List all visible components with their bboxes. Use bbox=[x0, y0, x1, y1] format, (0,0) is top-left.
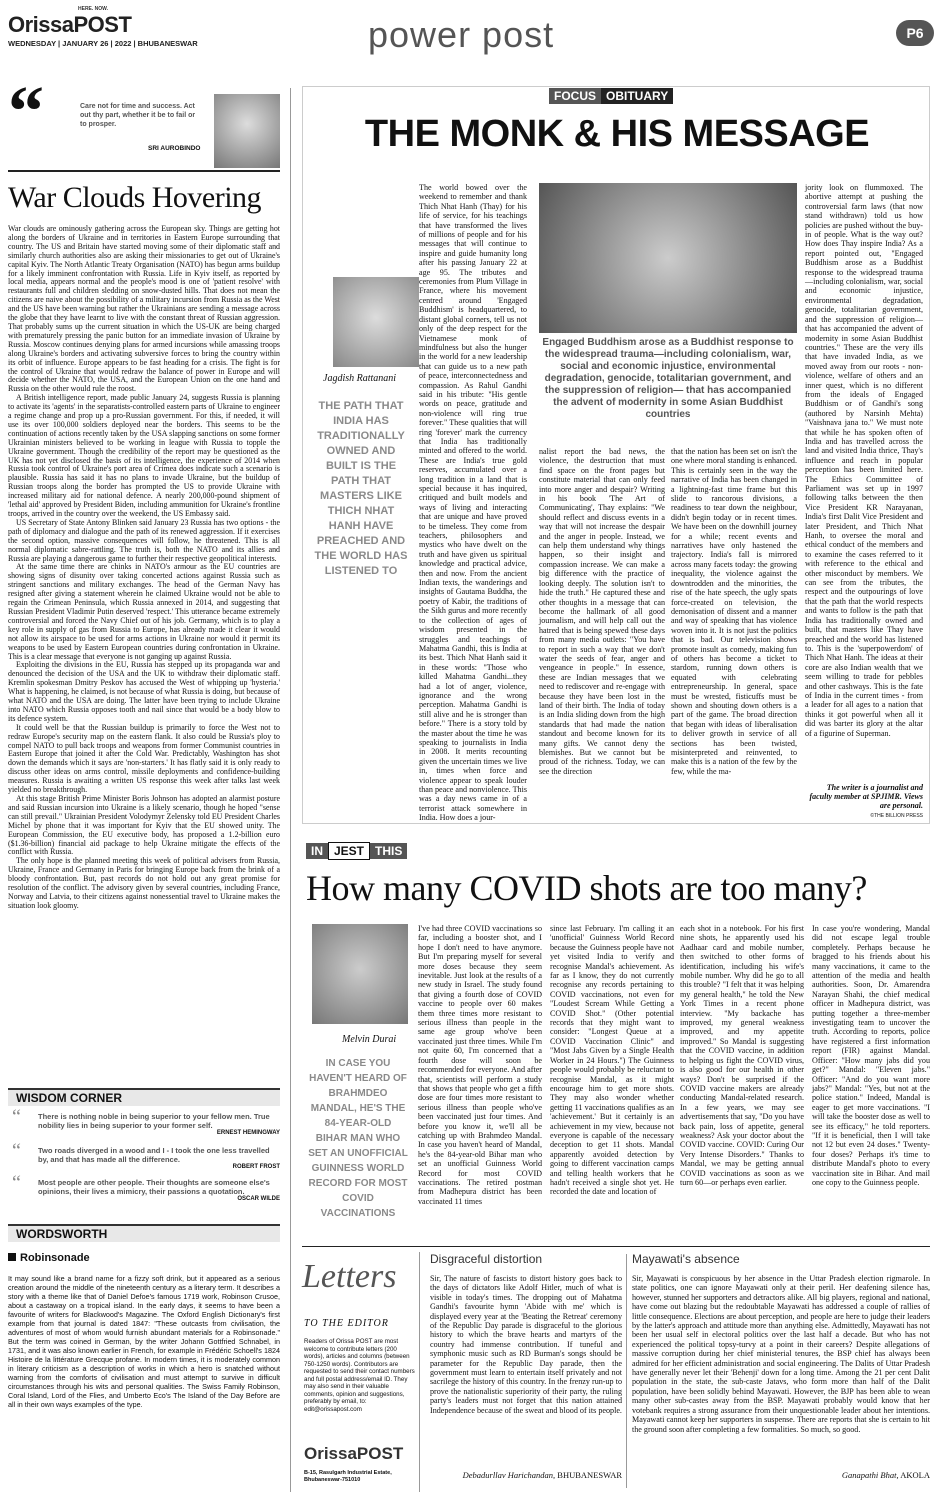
tag-row bbox=[549, 87, 673, 105]
thought-text: Care not for time and success. Act out thy part, whether it be to fail or to prosper. bbox=[80, 103, 196, 128]
tag-row bbox=[306, 842, 407, 860]
author-photo bbox=[333, 277, 419, 367]
author-photo bbox=[312, 924, 408, 1024]
covid-column-4: In case you're wondering, Mandal did not escape legal trouble completely. Perhaps because he bragged to his friends about his many vaccinations, it came to the attention of the media and health authorities. Soon, Dr. Amarendra Narayan Shahi, the chief medical officer in Madhepura district, was putting together a three-member investigating team to uncover the truth. According to reports, police have registered a first information report (FIR) against Mandal. Officer: "How many jabs did you get?" Mandal: "Eleven jabs." Officer: "And do you want more jabs?" Mandal: "Yes, but not at the police station." Indeed, Mandal is eager to get more vaccinations. "I will take the booster dose as well to see its efficacy," he told reporters. "If it is beneficial, then I will take not 12 but even 24 doses." Twenty-four doses? Perhaps it's time to distribute Mandal's photo to every vaccination site in Bihar. And mail one copy to the Guinness people. bbox=[812, 924, 930, 1187]
focus-tag: FOCUS bbox=[549, 88, 601, 104]
letters-title: Letters bbox=[302, 1258, 397, 1295]
dateline: WEDNESDAY | JANUARY 26 | 2022 | BHUBANESWAR bbox=[8, 39, 198, 48]
letter-signoff bbox=[430, 1470, 622, 1480]
covid-column-1: I've had three COVID vaccinations so far, including a booster shot, and I hope I don't need to have anymore. But I'm preparing myself for several more doses because they seem inevitable. Just look at the results of a new study in Israel. The study found that giving a fourth dose of COVID vaccine to people over 60 makes them three times more resistant to serious illness than people in the same age group who've been vaccinated just three times. While I'm not quite 60, I'm concerned that a fourth dose will soon be recommended for everyone. And after that, scientists will perform a study that shows that people who get a fifth dose are four times more resistant to serious illness than people who've been vaccinated just four times. And before you know it, we'll all be catching up with Brahmdeo Mandal. In case you haven't heard of Mandal, he's the 84-year-old Bihar man who set an unofficial Guinness World Record for most COVID vaccinations. The retired postman from Madhepura district has been vaccinated 11 times bbox=[418, 924, 542, 1206]
letter-heading: Mayawati's absence bbox=[632, 1252, 740, 1266]
quote-mark-icon: “ bbox=[12, 1140, 21, 1162]
monk-headline: THE MONK & HIS MESSAGE bbox=[364, 113, 870, 155]
wisdom-quote bbox=[8, 1140, 280, 1170]
author-name: Melvin Durai bbox=[342, 1034, 397, 1045]
editorial-paragraph: At the same time there are chinks in NATO's armour as the EU countries are showing signs of disunity over taking concerted actions against Russia such as stringent sanctions and military exchanges. The head of the German Navy has resigned after giving a statement wherein he claimed Ukraine would not be able to regain the Crimean Peninsula, which Russia annexed in 2014, and suggesting that Russian President Vladimir Putin deserved 'respect.' This utterance became extremely controversial and forced the Navy Chief out of his job. Germany, which is to play a key role in supply of gas from Russia to Europe, has already made it clear it would not allow its airspace to be used for arms actions in Ukraine nor would it permit its weapons to be used by Eastern European countries during confrontation in Ukraine. This is a clear message that everyone is not ganging up against Russia. bbox=[8, 562, 280, 661]
monk-column-3: that the nation has been set on isn't the one where moral standing is enhanced. This is certainly seen in the way the narrative of India has been changed in a lightning-fast time frame but this slide to rancorous divisions, a readiness to tear down the neighbour, didn't begin today or in recent times. We have been on the downhill journey for a while; recent events and narratives have only hastened the trajectory. India's fall is mirrored across many facets today: the growing inequality, the violence against the downtrodden and the minorities, the rise of the hate speech, the ugly spats force-created on television, the demonisation of dissent and a manner and way of speaking that has violence woven into it. It is not just the politics that is bad. Our television shows promote insult as comedy, making fun of others has become a ticket to stardom, running down others is equated with celebrating entrepreneurship. In general, space must be wrested, fisticuffs must be shown and shouting down others is a part of the game. The broad direction that began with ideas of liberalisation to deliver growth in service of all sections has been twisted, misinterpreted and reinvented, to make this is a nation of the few by the few, while the ma- bbox=[671, 447, 797, 776]
author-name: Jagdish Rattanani bbox=[323, 373, 397, 384]
divider bbox=[302, 1246, 930, 1247]
quote-mark-icon: “ bbox=[12, 1106, 21, 1128]
logo-tagline: HERE. NOW. bbox=[78, 6, 109, 12]
thought-box bbox=[8, 71, 280, 168]
letter-signoff-place: BHUBANESWAR bbox=[557, 1470, 622, 1480]
wisdom-quote-text: Most people are other people. Their thoughts are someone else's opinions, their lives a mimicry, their passions a quotation. bbox=[38, 1178, 270, 1196]
letters-logo: OrissaPOST bbox=[304, 1444, 404, 1463]
divider bbox=[8, 170, 280, 172]
wisdom-quote-text: There is nothing noble in being superior to your fellow men. True nobility lies in being superior to your former self. bbox=[38, 1112, 270, 1130]
word-label: Robinsonade bbox=[20, 1252, 90, 1264]
page-number-badge: P6 bbox=[896, 20, 934, 46]
wisdom-quote-author: OSCAR WILDE bbox=[237, 1196, 280, 1202]
this-tag: THIS bbox=[370, 843, 407, 859]
masthead bbox=[0, 0, 945, 55]
obituary-tag: OBITUARY bbox=[601, 88, 673, 104]
letters-subtitle: TO THE EDITOR bbox=[304, 1318, 389, 1329]
author-bio: The writer is a journalist and faculty member at SPJIMR. Views are personal. bbox=[809, 783, 923, 810]
column-divider bbox=[626, 1254, 627, 1488]
letter-signoff-name: Ganapathi Bhat, bbox=[841, 1470, 899, 1480]
letter-signoff-place: AKOLA bbox=[900, 1470, 930, 1480]
wisdom-corner bbox=[8, 1088, 280, 1210]
monk-column-1: The world bowed over the weekend to remember and thank Thich Nhat Hanh (Thay) for his life of service, for his teachings that have transformed the lives of millions of people and for his messages that will continue to inspire and guide humanity long after his passing January 22 at age 95. The tributes and ceremonies from Plum Village in France, where his movement centred around 'Engaged Buddhism' is headquartered, to distant global corners, tell us not only of the deep respect for the Vietnamese monk of mindfulness but also the hunger in the world for a new leadership that can guide us to a new path of peace, interconnectedness and compassion. As Rahul Gandhi said in his tribute: "His gentle words on peace, gratitude and non-violence will ring true forever." These qualities that will ring 'forever' mark the currency that India has traditionally minted and offered to the world. These are India's true gold reserves, accumulated over a long tradition in a land that is special because it has inquired, critiqued and built models and ways of living and interacting that are unique and have proved to be timeless. They come from teachers, philosophers and mystics who have dwelt on the truth and have given us spiritual knowledge and practical advice, then and now. From the ancient Indian texts, the wanderings and insights of Gautama Buddha, the poetry of Kabir, the traditions of the Sikh gurus and more recently to the collection of ages of wisdom presented in the struggles and teachings of Mahatma Gandhi, this is India at its best. Thich Nhat Hanh said it in these words: "Those who killed Mahatma Gandhi...they had a lot of anger, violence, ignorance and the wrong perception. Mahatma Gandhi is still alive and he is stronger than before." There is a story told by the master about the time he was speaking to journalists in India in 2008. It merits recounting given the uncertain times we live in, times when force and violence appear to speak louder than peace and nonviolence. This was a day news came in of a terrorist attack somewhere in India. How does a jour- bbox=[419, 183, 527, 823]
pullquote: THE PATH THAT INDIA HAS TRADITIONALLY OWNED AND BUILT IS THE PATH THAT MASTERS LIKE THICH NHAT HANH HAVE PREACHED AND THE WORLD HAS LISTENED TO bbox=[314, 400, 408, 577]
editorial-paragraph: It could well be that the Russian buildup is primarily to force the West not to redraw Europe's security map on the eastern flank. It also could be Russia's ploy to compel NATO to pull back troops and weapons from former Communist countries in Eastern Europe that joined it after the Cold War. Predictably, Washington has shot down the demands which it says are 'non-starters.' It has flatly said it is only ready to discuss other ideas on arms control, missile deployments and confidence-building measures. Russia is awaiting a written US response this week after talks last week yielded no breakthrough. bbox=[8, 722, 280, 795]
wisdom-quote-author: ERNEST HEMINGWAY bbox=[216, 1130, 280, 1136]
editorial-paragraph: Exploiting the divisions in the EU, Russia has stepped up its propaganda war and denounced the decision of the USA and the UK to withdraw their diplomatic staff. Kremlin spokesman Dmitry Peskov has accused the West of whipping up 'hysteria.' What is happening, he claimed, is not because of what Russia is doing, but because of what NATO and the USA are doing. The latter have been trying to include Ukraine into NATO which Russia opposes tooth and nail since that would be a body blow to its defence system. bbox=[8, 660, 280, 723]
in-tag: IN bbox=[306, 843, 328, 859]
wisdom-heading: WISDOM CORNER bbox=[8, 1088, 280, 1106]
letters-address: B-15, Rasulgarh Industrial Estate, Bhubaneswar-751010 bbox=[304, 1470, 392, 1483]
editorial-paragraph: A British intelligence report, made public January 24, suggests Russia is planning to activate its 'agents' in the separatists-controlled eastern parts of Ukraine to engineer a regime change and prop up a pro-Russian government. For this, if needed, it will use its over 100,000 soldiers deployed near the borders. This seems to be the continuation of actions recently taken by the USA slapping sanctions on some former Ukrainian ministers believed to be working in league with Russia to topple the Ukraine government. Though the credibility of the report may be questioned as the UK has not yet disclosed the basis of its intelligence, the experience of 2014 when Russia took control of Ukraine's port area of Crimea does indicate such a scenario is plausible. Russia has said it has no plans to invade Ukraine, but the buildup of Russian troops along the border has prompted the US to provide Ukraine with increased military aid for national defence. A nearly 200,000-pound shipment of 'lethal aid' approved by President Biden, including ammunition for Ukraine's frontline troops, arrived in the country over the weekend, the US Embassy said. bbox=[8, 393, 280, 518]
wisdom-quote bbox=[8, 1172, 280, 1202]
covid-column-2: since last February. I'm calling it an 'unofficial' Guinness World Record because the Guinness people have not yet visited India to verify and recognise Mandal's achievement. As far as I know, they do not currently recognise any records pertaining to COVID vaccinations, not even for "Loudest Scream While Getting a COVID Shot." (Other potential records that they might want to consider: "Longest Queue at a COVID Vaccination Clinic" and "Most Jabs Given by a Single Health Worker in 24 Hours.") The Guinness people would probably be reluctant to recognise Mandal, as it might encourage him to get more shots. They may also wonder whether getting 11 vaccinations qualifies as an 'achievement.' But it certainly is an achievement in my view, because not everyone is capable of the necessary deception to get 11 shots. Mandal apparently avoided detection by going to different vaccination camps and telling health workers that he hadn't received a single shot yet. He recorded the date and location of bbox=[550, 924, 674, 1197]
letter-body: Sir, Mayawati is conspicuous by her absence in the Uttar Pradesh election rigmarole. In state politics, one can ignore Mayawati only at their peril. Her deafening silence has, however, stunned her supporters and detractors alike. All big players, regional and national, have come out blazing but the redoubtable Mayawati has addressed a couple of rallies of little consequence. Elections are about perception, and people are here to judge their leaders by the latter's approach and attitude more than anything else. Admittedly, Mayawati has not been her usual self in electoral politics over the last half a decade. But who has not experienced the political topsy-turvy at a point in their careers? Despite allegations of massive corruption during her chief ministerial tenures, the BSP chief has always been admired for her efficient administration and social engineering. The Dalits of Uttar Pradesh have generally never let their 'Behenji' down for a long time. Among the 21 per cent Dalit population in the state, the sub-caste Jatavs, who form more than half of the Dalit population, have been solidly behind Mayawati. However, the BJP has been able to wean many other sub-castes away from the BSP. Mayawati probably would know that her votebank requires a strong assurance from their unquestionable leader about her intentions. Mayawati cannot keep her supporters in suspense. There are reports that she is certain to hit the ground soon after completing a few formalities. So much, so good. bbox=[632, 1274, 930, 1434]
letter-heading: Disgraceful distortion bbox=[430, 1252, 543, 1266]
word-title bbox=[8, 1252, 90, 1264]
letters-info: Readers of Orissa POST are most welcome to contribute letters (200 words), articles and columns (between 750-1250 words). Contributors are requested to send their contact numbers and full postal address/email ID. They may also send in their valuable comments, opinion and suggestions, preferably by email, to: edit@orissapost.com bbox=[304, 1338, 415, 1413]
thought-author: SRI AUROBINDO bbox=[148, 145, 201, 152]
editorial-body bbox=[8, 225, 280, 1071]
wisdom-quote-text: Two roads diverged in a wood and I - I took the one less travelled by, and that has made all the difference. bbox=[38, 1146, 270, 1164]
monk-portrait bbox=[539, 183, 797, 333]
editorial-paragraph: US Secretary of State Antony Blinken said January 23 Russia has two options - the path of diplomacy and dialogue and the path of its renewed aggression. If it exercises the second option, massive consequences will follow, he threatened. This is all normal diplomatic sabre-rattling. The truth is, both the NATO and its allies and Russia are playing a dangerous game to further their respective geopolitical interests. bbox=[8, 517, 280, 563]
logo: OrissaPOST bbox=[8, 12, 132, 37]
photo-caption: Engaged Buddhism arose as a Buddhist response to the widespread trauma—including colonialism, war, social and economic injustice, environmental degradation, genocide, totalitarian government, and the suppression of religion— that has accompanied the advent of modernity in some Asian Buddhist countries bbox=[542, 337, 794, 420]
editorial-paragraph: At this stage British Prime Minister Boris Johnson has adopted an alarmist posture and said Russian incursion into Ukraine is a likely scenario, though he hoped "sense can still prevail." Ukrainian President Volodymyr Zelensky told EU President Charles Michel by phone that it was important for Kyiv that the EU showed unity. The European Commission, the EU executive body, has proposed a 1.2-billion euro ($1.36-billion) financial aid package to help Ukraine mitigate the effects of the conflict with Russia. bbox=[8, 794, 280, 857]
letter-1 bbox=[430, 1252, 622, 1492]
letter-body: Sir, The nature of fascists to distort history goes back to the days of dictators like Adolf Hitler, much of what is visible in today's times. The dropping out of Mahatma Gandhi's favourite hymn 'Abide with me' which is displayed every year at the 'Beating the Retreat' ceremony of the Republic Day parade is disgraceful to the glorious history to which the brave hearts and martyrs of the country had immense contribution. If tuneful and symphonic music such as RD Burman's songs should be parameter for the Republic Day parade, then the government must learn to entertain itself privately and not sacrilege the history of this country. In the frenzy run-up to prove the nationalistic superiority of their party, the ruling party's leaders must not forget that this nation attained Independence because of the sweat and blood of its people. bbox=[430, 1274, 622, 1415]
covid-headline: How many COVID shots are too many? bbox=[306, 868, 867, 908]
monk-column-2: nalist report the bad news, the violence, the destruction that must find space on the front pages but constitute material that can only feed into more anger and despair? Writing in his book 'The Art of Communicating', Thay explains: "We should reflect and discuss events in a way that will not increase the despair and the anger in people. Instead, we can help them understand why things happen, so their insight and compassion increase. We can make a big difference with the practice of looking deeply. The solution isn't to hide the truth." He captured these and other thoughts in a message that can become the hallmark of all good journalism, and will help call out the hatred that is being spewed these days from many media outlets: "You have to report in such a way that we don't water the seeds of fear, anger and vengeance in people." In essence, these are Indian messages that we need to rediscover and re-engage with because they have been lost in the land of their birth. The India of today is an India sliding down from the high standards that had made the nation standout and become known for its many gifts. We cannot deny the blemishes. But we cannot but be proud of the richness. Today, we can see the direction bbox=[539, 447, 665, 776]
editorial-title: War Clouds Hovering bbox=[8, 181, 262, 214]
credit: ©THE BILLION PRESS bbox=[870, 813, 923, 819]
column-divider bbox=[290, 88, 291, 1492]
wordsworth bbox=[8, 1224, 280, 1492]
wisdom-quote-author: ROBERT FROST bbox=[232, 1164, 280, 1170]
square-bullet-icon bbox=[8, 1253, 16, 1261]
monk-column-4: jority look on flummoxed. The abortive attempt at pushing the controversial farm laws (that now stand withdrawn) told us how policies are pushed without the buy-in of people. What is the way out? How does Thay inspire India? As a report pointed out, "Engaged Buddhism arose as a Buddhist response to the widespread trauma—including colonialism, war, social and economic injustice, environmental degradation, genocide, totalitarian government, and the suppression of religion—that has accompanied the advent of modernity in some Asian Buddhist countries." These are the very ills that have invaded India, as we moved away from our roots - non-violence, welfare of others and an inner quest, which is no different from the ideals of Engaged Buddhism or of Gandhi's song (authored by Narsinh Mehta) "Vaishnava jana to." We must note that while he has spoken often of India and has travelled across the land and visited India thrice, Thay's influence and reach in popular perception has been limited here. The Ethics Committee of Parliament was set up in 1997 following talks between the then Vice President KR Narayanan, India's first Dalit Vice President and later President, and Thich Nhat Hanh, to oversee the moral and ethical conduct of the members and to examine the cases referred to it with reference to the ethical and other misconduct by members. We can see from the tributes, the respect and the outpourings of love that the path that the world respects and wants to follow is the path that India has traditionally owned and built, that masters like Thay have preached and the world has listened to. This is the 'superpowerdom' of Thich Nhat Hanh. The ideas at their core are also Indian wealth that we seem willing to trade for pebbles and other cashways. This is the fate of India in the current times - from a leader for all ages to a nation that thinks it got powerful when all it did was barter its glory at the altar of a figurine of Superman. bbox=[805, 183, 923, 738]
letter-signoff bbox=[632, 1470, 930, 1480]
letter-2 bbox=[632, 1252, 930, 1492]
wordsworth-body: It may sound like a brand name for a fizzy soft drink, but it appeared as a serious creation around the middle of the nineteenth century as a literary term. It describes a story with a theme like that of Daniel Defoe's famous 1719 work, Robinson Crusoe, about a castaway on a tropical island. In the early days, it seems to have been a favourite of writers for Blackwood's Magazine. The Oxford English Dictionary's first example from that journal is dated 1847: "These outcasts from civilisation, the adventures of most of whom would furnish abundant materials for a Robinsonade." But the term was coined in German, by the writer Johann Gottfried Schnabel, in 1731, and it was also known earlier in French, for example in Frédéric Schoell's 1824 Histoire de la littérature Grecque profane. In modern times, it is moderately common in literary criticism as a description of works in which a hero is snatched without warning from the comforts of civilisation and must attempt to survive in difficult circumstances through his wits and personal qualities. The Swiss Family Robinson, Coral Island, Lord of the Flies, and Umberto Eco's The Island of the Day Before are all in their own ways examples of the type. bbox=[8, 1274, 280, 1409]
covid-article bbox=[302, 840, 930, 1236]
jest-tag: JEST bbox=[328, 842, 370, 860]
editorial-paragraph: War clouds are ominously gathering across the European sky. Things are getting hot along the borders of Ukraine and in territories in Eastern Europe surrounding that country. The US and Britain have started moving some of their diplomatic staff and similarly church authorities also are asking their missionaries to get out of Ukraine's capital Kyiv. The North Atlantic Treaty Organisation (NATO) has begun arms buildup for a likely imminent confrontation with Russia. Life in Kyiv itself, as reported by local media, appears normal and the people's mood is one of 'patient resolve' with restaurants full and children sledding on snow-dusted hills. That does not mean the citizens are naive about the possibility of a military incursion from Russia as the West and the US have been warning but rather the Ukrainians are sending a message across the globe that they have learnt to live with the constant threat of Russian aggression. That probably sums up the current situation in which the US-UK are being charged with prematurely pressing the panic button for an immediate invasion of Ukraine by Russia. Moscow continues denying plans for armed incursions while amassing troops along Ukraine's borders and activating subversive forces to bring the country within its orbit of influence. Europe appears to be fast heading for a crisis. The fight is for the control of Ukraine that would redraw the balance of power in Europe and will decide whether the NATO, the USA, and the European Union on the one hand and Russia on the other would rule the roost. bbox=[8, 224, 280, 394]
quote-mark-icon: “ bbox=[12, 1172, 21, 1194]
letters-box bbox=[302, 1252, 420, 1492]
editorial-paragraph: The only hope is the planned meeting this week of political advisers from Russia, Ukraine, France and Germany in Paris for bringing Europe back from the brink of a bloody confrontation. But, past records do not hold out any great promise for resolution of the conflict. The advisory given by several countries, including France, Norway and Latvia, to their citizens against nonessential travel to Ukraine makes the situation look gloomy. bbox=[8, 856, 280, 910]
quote-mark-icon: “ bbox=[8, 71, 44, 151]
covid-column-3: each shot in a notebook. For his first nine shots, he apparently used his Aadhaar card and mobile number, then switched to other forms of identification, including his wife's mobile number. Why did he go to all this trouble? "I felt that it was helping my general health," he told the New York Times in a recent phone interview. "My backache has improved, my general weakness improved, and my appetite improved." So Mandal is suggesting that the COVID vaccine, in addition to helping us fight the COVID virus, is also good for our health in other ways? Don't be surprised if the COVID vaccine makers are already conducting Mandal-related research. In a few years, we may see advertisements that say, "Do you have back pain, loss of appetite, general weakness? Ask your doctor about the COVID vaccine. COVID: Curing Our Very Intense Disorders." Thanks to Mandal, we may be getting annual COVID vaccinations as soon as we turn 60—or perhaps even earlier. bbox=[680, 924, 804, 1187]
monk-article bbox=[302, 86, 930, 824]
wordsworth-heading: WORDSWORTH bbox=[8, 1224, 280, 1242]
wisdom-quote bbox=[8, 1106, 280, 1136]
section-title: power post bbox=[368, 14, 555, 55]
letter-signoff-name: Debadurllav Harichandan, bbox=[462, 1470, 556, 1480]
aurobindo-portrait bbox=[214, 94, 280, 168]
pullquote: IN CASE YOU HAVEN'T HEARD OF BRAHMDEO MANDAL, HE'S THE 84-YEAR-OLD BIHAR MAN WHO SET AN UNOFFICIAL GUINNESS WORLD RECORD FOR MOST COVID VACCINATIONS bbox=[308, 1058, 408, 1219]
